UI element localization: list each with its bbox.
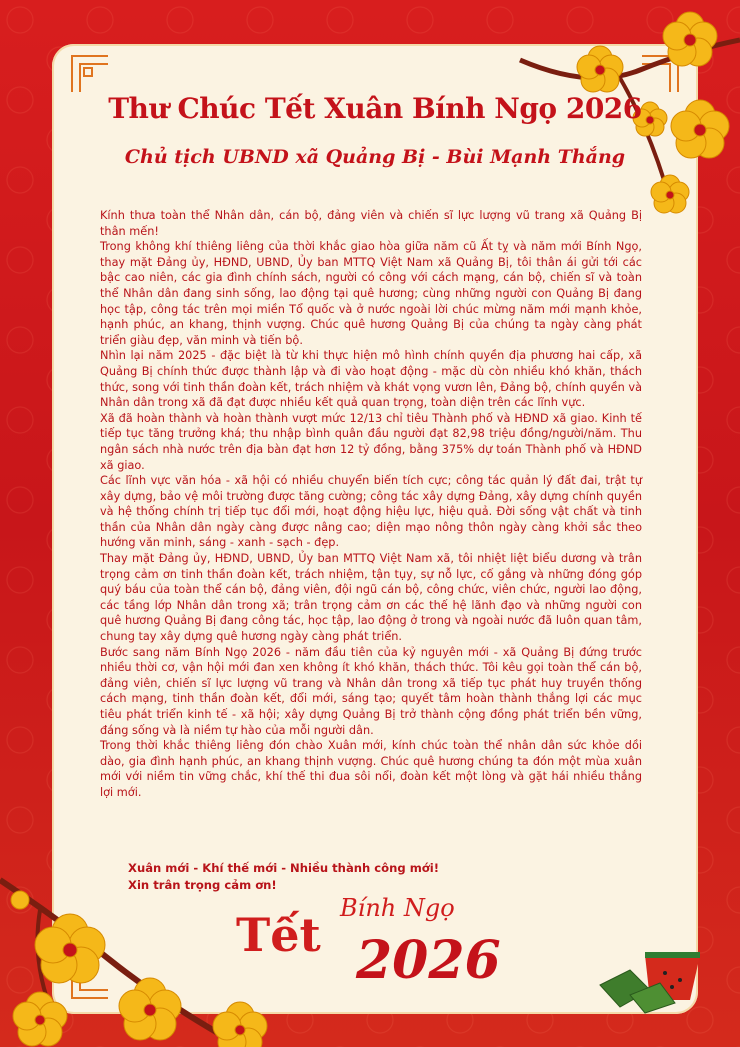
binh-ngo-lettering: Bính Ngọ: [340, 894, 455, 922]
paragraph-new-year-wishes: Trong không khí thiêng liêng của thời khắc giao hòa giữa năm cũ Ất tỵ và năm mới Bính Ngọ, thay mặt Đảng ủy, HĐND, UBND, Ủy ban MTTQ Việt Nam xã Quảng Bị, tôi thân ái gửi tới các bậc cao niên, các gia đình chính sách, người có công với cách mạng, cán bộ, chiến sĩ và toàn thể Nhân dân đang sinh sống, lao động tại quê hương; cùng những người con Quảng Bị đang học tập, công tác trên mọi miền Tổ quốc và ở nước ngoài lời chúc mừng năm mới mạnh khỏe, hạnh phúc, an khang, thịnh vượng. Chúc quê hương Quảng Bị của chúng ta ngày càng phát triển giàu đẹp, văn minh và tiến bộ.: [100, 240, 642, 347]
paragraph-review-2025: Nhìn lại năm 2025 - đặc biệt là từ khi thực hiện mô hình chính quyền địa phương hai cấp, xã Quảng Bị chính thức được thành lập và đi vào hoạt động - mặc dù còn nhiều khó khăn, thách thức, song với tinh thần đoàn kết, trách nhiệm và khát vọng vươn lên, Đảng bộ, chính quyền và Nhân dân trong xã đã đạt được nhiều kết quả quan trọng, toàn diện trên các lĩnh vực.: [100, 349, 642, 410]
paragraph-social-results: Các lĩnh vực văn hóa - xã hội có nhiều chuyển biến tích cực; công tác quản lý đất đai, trật tự xây dựng, bảo vệ môi trường được tăng cường; công tác xây dựng Đảng, xây dựng chính quyền và hệ thống chính trị tiếp tục đổi mới, hoạt động hiệu lực, hiệu quả. Đời sống vật chất và tinh thần của Nhân dân ngày càng được nâng cao; diện mạo nông thôn ngày càng khởi sắc theo hướng văn minh, sáng - xanh - sạch - đẹp.: [100, 474, 642, 550]
paragraph-greeting: Kính thưa toàn thể Nhân dân, cán bộ, đảng viên và chiến sĩ lực lượng vũ trang xã Quảng Bị thân mến!: [100, 209, 642, 238]
banh-chung-watermelon-decoration: [590, 945, 710, 1015]
letter-title: Thư Chúc Tết Xuân Bính Ngọ 2026: [108, 92, 642, 125]
closing-slogan: Xuân mới - Khí thế mới - Nhiều thành công mới!: [128, 861, 440, 875]
year-lettering: 2026: [356, 930, 501, 991]
corner-ornament-top-left: [70, 54, 110, 94]
letter-body: [100, 208, 642, 801]
paragraph-economic-results: Xã đã hoàn thành và hoàn thành vượt mức 12/13 chỉ tiêu Thành phố và HĐND xã giao. Kinh tế tiếp tục tăng trưởng khá; thu nhập bình quân đầu người đạt 82,98 triệu đồng/người/năm. Thu ngân sách nhà nước trên địa bàn đạt hơn 12 tỷ đồng, bằng 375% dự toán Thành phố và HĐND xã giao.: [100, 411, 642, 472]
paragraph-thanks: Thay mặt Đảng ủy, HĐND, UBND, Ủy ban MTTQ Việt Nam xã, tôi nhiệt liệt biểu dương và trân trọng cảm ơn tinh thần đoàn kết, trách nhiệm, tận tụy, sự nỗ lực, cố gắng và những đóng góp quý báu của toàn thể cán bộ, đảng viên, đội ngũ cán bộ, công chức, viên chức, người lao động, các tầng lớp Nhân dân trong xã; trân trọng cảm ơn các thế hệ lãnh đạo và những người con quê hương Quảng Bị đang công tác, học tập, lao động ở trong và ngoài nước đã luôn quan tâm, chung tay xây dựng quê hương ngày càng phát triển.: [100, 552, 642, 644]
paragraph-call-to-action: Bước sang năm Bính Ngọ 2026 - năm đầu tiên của kỷ nguyên mới - xã Quảng Bị đứng trước nhiều thời cơ, vận hội mới đan xen không ít khó khăn, thách thức. Tôi kêu gọi toàn thể cán bộ, đảng viên, chiến sĩ lực lượng vũ trang và Nhân dân trong xã tiếp tục phát huy truyền thống cách mạng, tinh thần đoàn kết, đổi mới, sáng tạo; quyết tâm hoàn thành thắng lợi các mục tiêu phát triển kinh tế - xã hội; xây dựng Quảng Bị trở thành cộng đồng phát triển bền vững, đáng sống và là niềm tự hào của mỗi người dân.: [100, 645, 642, 737]
closing-thanks: Xin trân trọng cảm ơn!: [128, 878, 277, 892]
letter-subtitle: Chủ tịch UBND xã Quảng Bị - Bùi Mạnh Thắng: [124, 146, 626, 168]
closing-block: [128, 860, 439, 894]
paragraph-closing-wishes: Trong thời khắc thiêng liêng đón chào Xuân mới, kính chúc toàn thể nhân dân sức khỏe dồi dào, gia đình hạnh phúc, an khang thịnh vượng. Chúc quê hương chúng ta đón một mùa xuân mới với niềm tin vững chắc, khí thế thi đua sôi nổi, đoàn kết một lòng và gặt hái nhiều thắng lợi mới.: [100, 739, 642, 799]
tet-lettering: Tết: [236, 908, 321, 962]
